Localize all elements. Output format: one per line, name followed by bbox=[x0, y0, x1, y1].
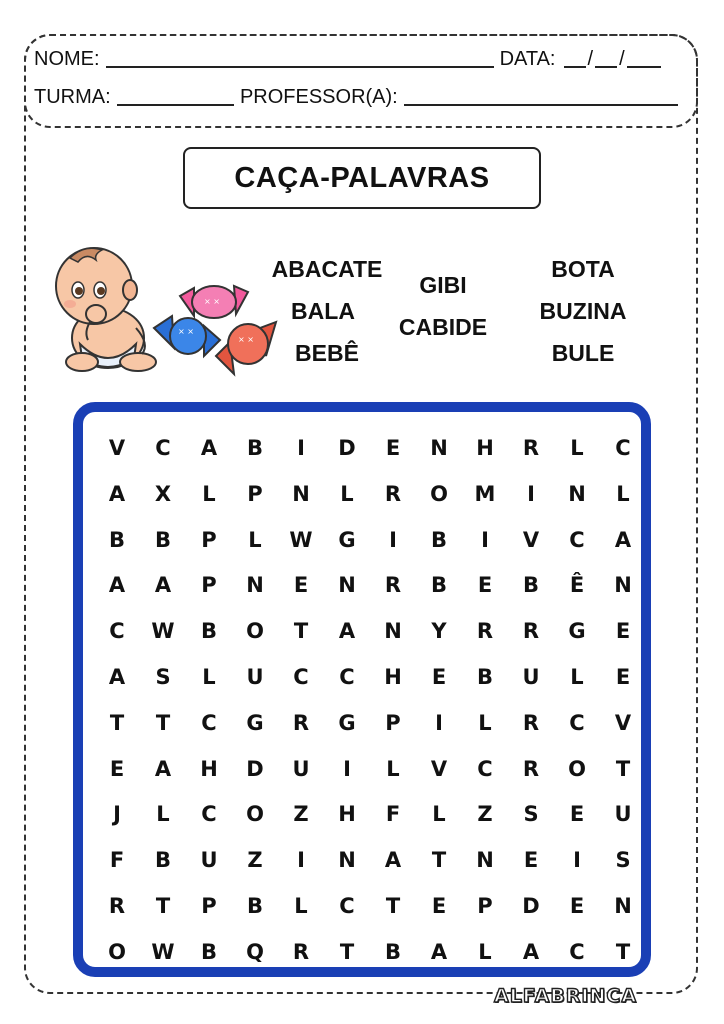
grid-cell[interactable]: C bbox=[339, 894, 355, 918]
grid-cell[interactable]: E bbox=[477, 573, 493, 598]
grid-cell[interactable]: A bbox=[154, 756, 172, 781]
grid-cell[interactable]: N bbox=[614, 573, 632, 598]
grid-cell[interactable]: R bbox=[522, 710, 540, 735]
grid-cell[interactable]: D bbox=[522, 894, 540, 918]
word-item: BULE bbox=[551, 340, 615, 366]
grid-cell[interactable]: L bbox=[294, 894, 308, 918]
grid-cell[interactable]: P bbox=[201, 573, 217, 598]
grid-cell[interactable]: B bbox=[246, 436, 263, 460]
grid-cell[interactable]: T bbox=[293, 619, 309, 644]
grid-cell[interactable]: G bbox=[246, 710, 264, 735]
grid-cell[interactable]: D bbox=[246, 756, 264, 781]
grid-cell[interactable]: B bbox=[430, 527, 447, 552]
grid-cell[interactable]: R bbox=[384, 481, 402, 506]
grid-cell[interactable]: D bbox=[338, 436, 356, 460]
grid-cell[interactable]: T bbox=[155, 894, 171, 918]
grid-cell[interactable]: L bbox=[248, 527, 262, 552]
word-item: BALA bbox=[291, 298, 355, 324]
grid-cell[interactable]: L bbox=[478, 939, 492, 964]
grid-cell[interactable]: O bbox=[246, 802, 264, 827]
grid-cell[interactable]: O bbox=[430, 481, 448, 506]
grid-cell[interactable]: F bbox=[385, 802, 401, 827]
grid-cell[interactable]: L bbox=[340, 481, 354, 506]
grid-cell[interactable]: A bbox=[522, 939, 540, 964]
grid-cell[interactable]: U bbox=[292, 756, 310, 781]
svg-text:× ×: × × bbox=[178, 327, 194, 336]
grid-cell[interactable]: L bbox=[386, 756, 400, 781]
brand-logo: ALFABRINCA bbox=[494, 985, 638, 1007]
grid-cell[interactable]: R bbox=[522, 756, 540, 781]
grid-cell[interactable]: E bbox=[523, 848, 539, 873]
grid-cell[interactable]: O bbox=[108, 939, 126, 964]
grid-cell[interactable]: L bbox=[570, 436, 584, 460]
grid-cell[interactable]: G bbox=[338, 710, 356, 735]
grid-cell[interactable]: L bbox=[478, 710, 492, 735]
word-item: BUZINA bbox=[539, 298, 627, 324]
grid-cell[interactable]: Q bbox=[246, 939, 264, 964]
class-field[interactable] bbox=[117, 84, 234, 106]
grid-cell[interactable]: O bbox=[246, 619, 264, 644]
grid-cell[interactable]: S bbox=[155, 665, 171, 689]
grid-cell[interactable]: C bbox=[569, 710, 585, 735]
grid-cell[interactable]: R bbox=[522, 619, 540, 644]
grid-cell[interactable]: I bbox=[389, 527, 397, 552]
grid-cell[interactable]: G bbox=[568, 619, 586, 644]
grid-cell[interactable]: N bbox=[338, 848, 356, 873]
grid-cell[interactable]: N bbox=[292, 481, 310, 506]
grid-cell[interactable]: E bbox=[569, 894, 585, 918]
grid-cell[interactable]: U bbox=[200, 848, 218, 873]
grid-cell[interactable]: A bbox=[338, 619, 356, 644]
teacher-field[interactable] bbox=[404, 84, 678, 106]
grid-cell[interactable]: N bbox=[476, 848, 494, 873]
grid-cell[interactable]: C bbox=[569, 527, 585, 552]
grid-cell[interactable]: P bbox=[201, 527, 217, 552]
grid-cell[interactable]: R bbox=[522, 436, 540, 460]
teacher-label: PROFESSOR(A): bbox=[239, 86, 398, 108]
grid-cell[interactable]: C bbox=[155, 436, 171, 460]
grid-cell[interactable]: T bbox=[339, 939, 355, 964]
word-search-grid bbox=[73, 402, 651, 977]
grid-cell[interactable]: R bbox=[384, 573, 402, 598]
grid-cell[interactable]: I bbox=[343, 756, 351, 781]
grid-cell[interactable]: A bbox=[200, 436, 218, 460]
grid-cell[interactable]: R bbox=[292, 939, 310, 964]
name-field[interactable] bbox=[106, 46, 494, 68]
grid-cell[interactable]: H bbox=[200, 756, 218, 781]
grid-cell[interactable]: W bbox=[151, 619, 175, 644]
grid-cell[interactable]: T bbox=[155, 710, 171, 735]
word-item: ABACATE bbox=[271, 256, 383, 282]
grid-cell[interactable]: N bbox=[614, 894, 632, 918]
grid-cell[interactable]: A bbox=[430, 939, 448, 964]
grid-cell[interactable]: E bbox=[109, 756, 125, 781]
grid-cell[interactable]: B bbox=[430, 573, 447, 598]
grid-cell[interactable]: P bbox=[477, 894, 493, 918]
header-row-2 bbox=[34, 84, 684, 109]
grid-cell[interactable]: U bbox=[522, 665, 540, 689]
grid-cell[interactable]: C bbox=[477, 756, 493, 781]
grid-cell[interactable]: L bbox=[156, 802, 170, 827]
grid-cell[interactable]: G bbox=[338, 527, 356, 552]
grid-cell[interactable]: H bbox=[338, 802, 356, 827]
grid-cell[interactable]: E bbox=[431, 894, 447, 918]
date-label: DATA: bbox=[499, 48, 556, 70]
grid-cell[interactable]: U bbox=[246, 665, 264, 689]
grid-cell[interactable]: E bbox=[385, 436, 401, 460]
grid-cell[interactable]: W bbox=[151, 939, 175, 964]
grid-cell[interactable]: S bbox=[615, 848, 631, 873]
grid-cell[interactable]: Z bbox=[247, 848, 263, 873]
grid-cell[interactable]: H bbox=[384, 665, 402, 689]
grid-cell[interactable]: E bbox=[615, 619, 631, 644]
grid-cell[interactable]: A bbox=[154, 573, 172, 598]
grid-cell[interactable]: L bbox=[202, 481, 216, 506]
word-item: GIBI bbox=[419, 272, 467, 298]
grid-cell[interactable]: T bbox=[109, 710, 125, 735]
grid-cell[interactable]: R bbox=[292, 710, 310, 735]
grid-cell[interactable]: V bbox=[614, 710, 632, 735]
grid-cell[interactable]: R bbox=[476, 619, 494, 644]
class-label: TURMA: bbox=[34, 86, 111, 108]
grid-cell[interactable]: V bbox=[430, 756, 448, 781]
grid-cell[interactable]: I bbox=[297, 848, 305, 873]
grid-cell[interactable]: N bbox=[384, 619, 402, 644]
grid-cell[interactable]: C bbox=[201, 802, 217, 827]
grid-cell[interactable]: A bbox=[108, 481, 126, 506]
grid-cell[interactable]: I bbox=[435, 710, 443, 735]
grid-cell[interactable]: L bbox=[570, 665, 584, 689]
svg-text:× ×: × × bbox=[238, 335, 254, 344]
grid-cell[interactable]: T bbox=[385, 894, 401, 918]
grid-cell[interactable]: M bbox=[474, 481, 496, 506]
grid-cell[interactable]: A bbox=[108, 665, 126, 689]
grid-cell[interactable]: R bbox=[108, 894, 126, 918]
grid-cell[interactable]: X bbox=[154, 481, 172, 506]
grid-cell[interactable]: A bbox=[108, 573, 126, 598]
grid-cell[interactable]: A bbox=[384, 848, 402, 873]
grid-cell[interactable]: B bbox=[154, 848, 171, 873]
grid-cell[interactable]: Z bbox=[477, 802, 493, 827]
grid-cell[interactable]: Y bbox=[431, 619, 447, 644]
grid-cell[interactable]: C bbox=[109, 619, 125, 644]
grid-cell[interactable]: H bbox=[476, 436, 494, 460]
grid-cell[interactable]: I bbox=[297, 436, 305, 460]
date-field[interactable]: / / bbox=[564, 46, 661, 71]
grid-cell[interactable]: A bbox=[614, 527, 632, 552]
grid-cell[interactable]: N bbox=[430, 436, 448, 460]
grid-cell[interactable]: L bbox=[432, 802, 446, 827]
grid-cell[interactable]: B bbox=[476, 665, 493, 689]
grid-cell[interactable]: T bbox=[431, 848, 447, 873]
grid-cell[interactable]: O bbox=[568, 756, 586, 781]
grid-cell[interactable]: P bbox=[247, 481, 263, 506]
grid-cell[interactable]: I bbox=[527, 481, 535, 506]
grid-cell[interactable]: C bbox=[615, 436, 631, 460]
grid-cell[interactable]: E bbox=[293, 573, 309, 598]
grid-cell[interactable]: S bbox=[523, 802, 539, 827]
grid-cell[interactable]: B bbox=[246, 894, 263, 918]
grid-cell[interactable]: U bbox=[614, 802, 632, 827]
header-row-1 bbox=[34, 46, 684, 71]
word-item: BOTA bbox=[551, 256, 615, 282]
grid-cell[interactable]: I bbox=[481, 527, 489, 552]
grid-cell[interactable]: C bbox=[339, 665, 355, 689]
grid-cell[interactable]: I bbox=[573, 848, 581, 873]
grid-cell[interactable]: W bbox=[289, 527, 313, 552]
word-item: BEBÊ bbox=[295, 340, 359, 366]
grid-cell[interactable]: E bbox=[569, 802, 585, 827]
grid-cell[interactable]: E bbox=[431, 665, 447, 689]
grid-cell[interactable]: B bbox=[200, 619, 217, 644]
name-label: NOME: bbox=[34, 48, 100, 70]
grid-cell[interactable]: E bbox=[615, 665, 631, 689]
grid-cell[interactable]: B bbox=[108, 527, 125, 552]
grid-cell[interactable]: T bbox=[615, 756, 631, 781]
grid-cell[interactable]: B bbox=[200, 939, 217, 964]
grid-cell[interactable]: V bbox=[108, 436, 126, 460]
grid-cell[interactable]: B bbox=[522, 573, 539, 598]
word-item: CABIDE bbox=[398, 314, 488, 340]
grid-cell[interactable]: P bbox=[201, 894, 217, 918]
grid-cell[interactable]: C bbox=[293, 665, 309, 689]
grid-cell[interactable]: F bbox=[109, 848, 125, 873]
grid-cell[interactable]: V bbox=[522, 527, 540, 552]
grid-cell[interactable]: N bbox=[338, 573, 356, 598]
candies-illustration bbox=[150, 282, 280, 378]
grid-cell[interactable]: Ê bbox=[569, 573, 585, 598]
grid-cell[interactable]: N bbox=[246, 573, 264, 598]
grid-cell[interactable]: L bbox=[202, 665, 216, 689]
grid-cell[interactable]: B bbox=[384, 939, 401, 964]
grid-cell[interactable]: J bbox=[113, 802, 121, 827]
grid-cell[interactable]: C bbox=[201, 710, 217, 735]
grid-cell[interactable]: C bbox=[569, 939, 585, 964]
baby-illustration bbox=[50, 240, 160, 378]
grid-cell[interactable]: N bbox=[568, 481, 586, 506]
grid-cell[interactable]: Z bbox=[293, 802, 309, 827]
grid-cell[interactable]: T bbox=[615, 939, 631, 964]
grid-cell[interactable]: P bbox=[385, 710, 401, 735]
page-title: CAÇA-PALAVRAS bbox=[183, 147, 541, 209]
svg-text:× ×: × × bbox=[204, 297, 220, 306]
grid-cell[interactable]: L bbox=[616, 481, 630, 506]
grid-cell[interactable]: B bbox=[154, 527, 171, 552]
